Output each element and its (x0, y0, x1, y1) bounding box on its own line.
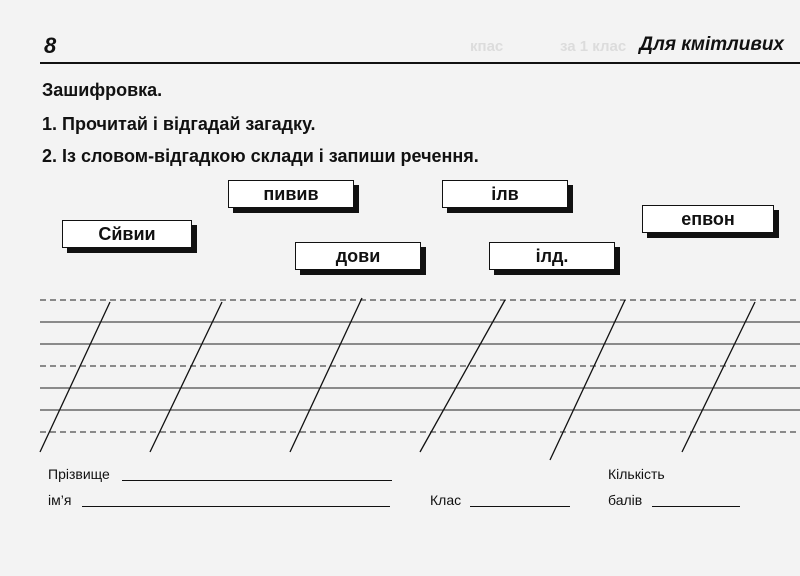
word-card-4: Сйвии (62, 220, 192, 248)
instruction-1: 1. Прочитай і відгадай загадку. (42, 114, 316, 134)
word-card-2: ілв (442, 180, 568, 208)
class-field[interactable] (470, 506, 570, 507)
show-through-text: за 1 клас (560, 38, 627, 55)
surname-label: Прізвище (48, 466, 110, 482)
surname-field[interactable] (122, 480, 392, 481)
show-through-text: кпас (470, 38, 504, 55)
score-label-line2: балів (608, 492, 643, 508)
page-number: 8 (44, 33, 57, 58)
section-title: Для кмітливих (639, 34, 784, 55)
word-card-3: епвон (642, 205, 774, 233)
word-card-6: ілд. (489, 242, 615, 270)
class-label: Клас (430, 492, 462, 508)
task-heading: Зашифровка. (42, 80, 163, 100)
score-field[interactable] (652, 506, 740, 507)
instruction-2: 2. Із словом-відгадкою склади і запиши речення. (42, 146, 479, 166)
word-card-1: пивив (228, 180, 354, 208)
name-label: ім’я (48, 492, 72, 508)
score-label-line1: Кількість (608, 466, 665, 482)
name-field[interactable] (82, 506, 390, 507)
word-card-5: дови (295, 242, 421, 270)
